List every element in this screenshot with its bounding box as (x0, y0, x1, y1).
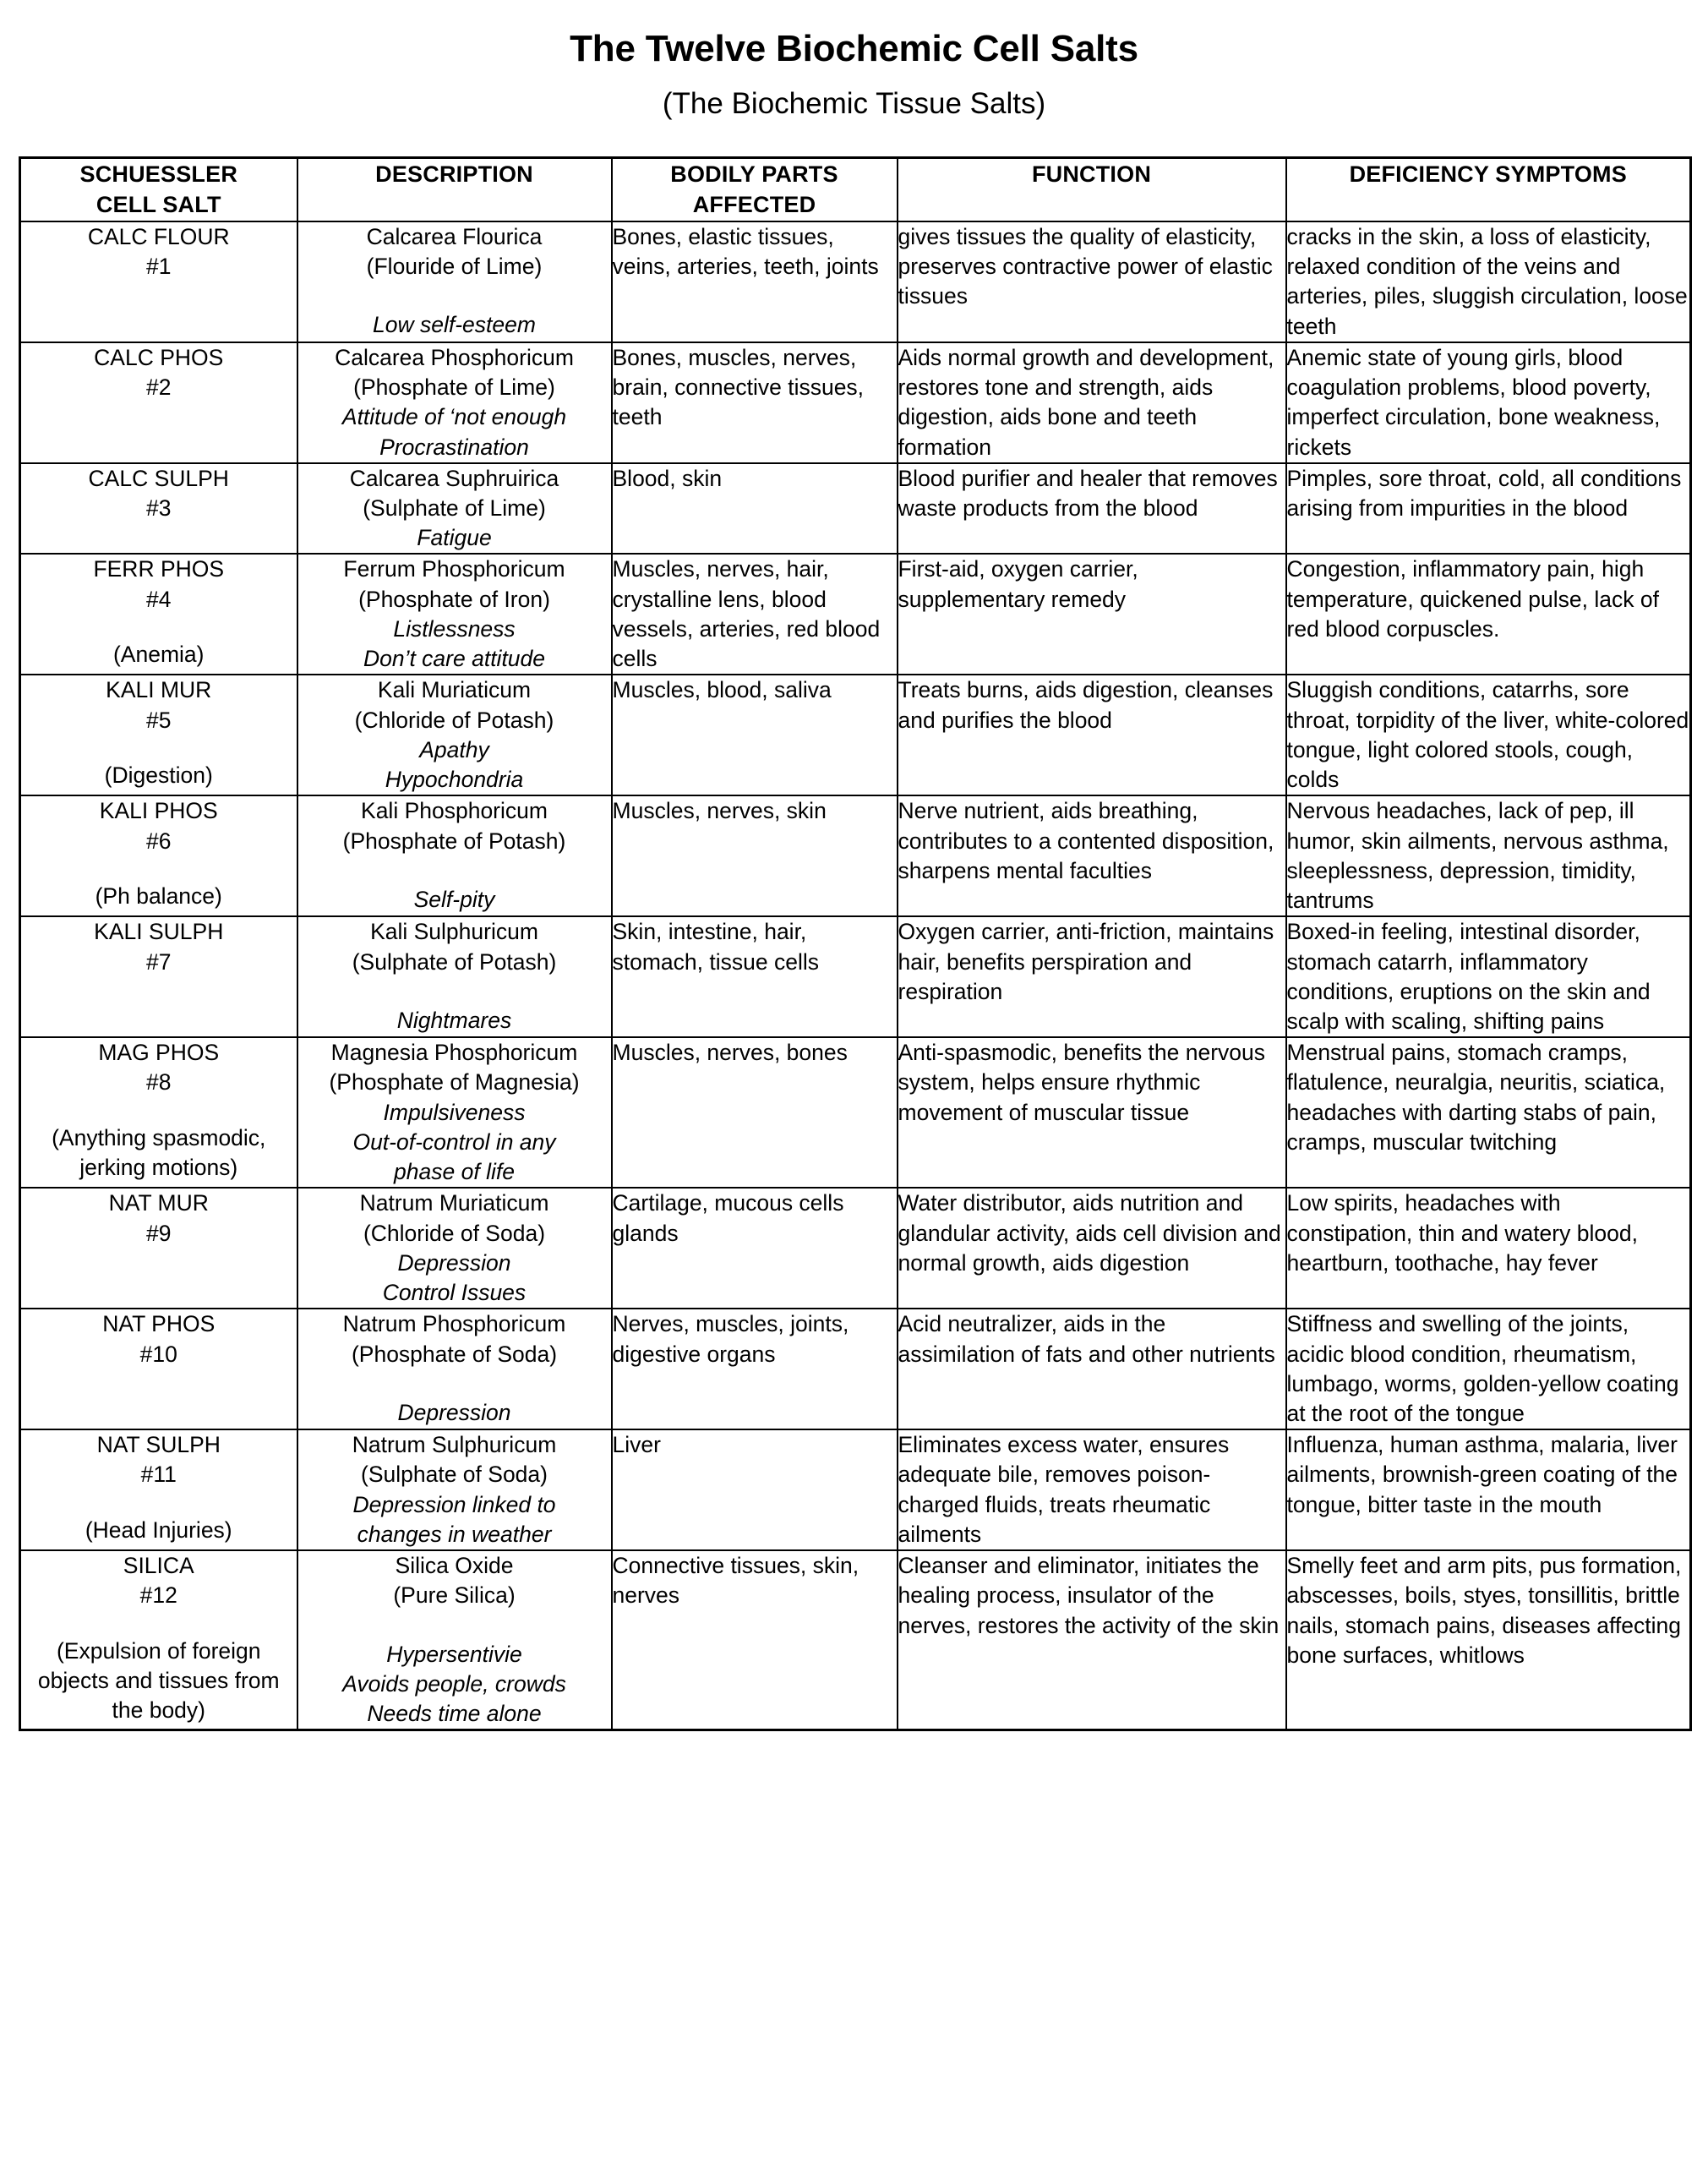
table-row (20, 554, 1691, 675)
deficiency-symptoms-cell: Influenza, human asthma, malaria, liver ailments, brownish-green coating of the tongue, bitter taste in the mouth (1286, 1429, 1691, 1550)
header-line-1: SCHUESSLER (79, 161, 238, 187)
latin-name: Natrum Sulphuricum (352, 1432, 557, 1458)
cell-salts-table (19, 156, 1692, 1731)
cell-salt-number: #11 (140, 1462, 177, 1488)
latin-name: Natrum Muriaticum (359, 1190, 549, 1216)
emotional-indication: Impulsiveness (383, 1099, 526, 1125)
description-cell (297, 221, 612, 342)
header-line-1: BODILY PARTS (670, 161, 838, 187)
deficiency-symptoms-cell: Anemic state of young girls, blood coagulation problems, blood poverty, imperfect circulation, bone weakness, rickets (1286, 342, 1691, 463)
cell-salt-number: #7 (146, 948, 172, 975)
emotional-indication: Avoids people, crowds (342, 1670, 566, 1697)
description-cell (297, 1550, 612, 1730)
common-name: (Flouride of Lime) (366, 254, 543, 280)
bodily-parts-cell: Connective tissues, skin, nerves (612, 1550, 898, 1730)
common-name: (Phosphate of Lime) (353, 374, 555, 401)
cell-salt-note: (Anything spasmodic, jerking motions) (52, 1124, 266, 1180)
latin-name: Kali Phosphoricum (361, 798, 548, 824)
cell-salt-name-cell (20, 463, 297, 555)
cell-salt-name: KALI SULPH (94, 919, 224, 945)
cell-salt-name-cell (20, 1429, 297, 1550)
common-name: (Sulphate of Lime) (363, 495, 546, 521)
description-cell (297, 463, 612, 555)
bodily-parts-cell: Liver (612, 1429, 898, 1550)
description-cell (297, 675, 612, 795)
cell-salt-name: SILICA (123, 1553, 194, 1579)
column-header-deficiency-symptoms (1286, 158, 1691, 221)
emotional-indication: changes in weather (357, 1521, 552, 1547)
cell-salt-name: FERR PHOS (93, 556, 225, 582)
cell-salt-name-cell (20, 675, 297, 795)
bodily-parts-cell: Muscles, nerves, bones (612, 1037, 898, 1188)
cell-salt-number: #8 (146, 1069, 172, 1096)
description-cell (297, 1429, 612, 1550)
cell-salt-number: #10 (139, 1341, 177, 1367)
common-name: (Chloride of Potash) (354, 707, 554, 733)
cell-salt-name-cell (20, 1550, 297, 1730)
header-line-1: DEFICIENCY SYMPTOMS (1349, 161, 1627, 187)
cell-salt-name: NAT SULPH (96, 1432, 221, 1458)
latin-name: Silica Oxide (395, 1553, 514, 1579)
function-cell: Nerve nutrient, aids breathing, contributes to a contented disposition, sharpens mental faculties (898, 795, 1286, 916)
cell-salt-name: CALC SULPH (88, 465, 229, 491)
cell-salt-name: CALC FLOUR (87, 223, 230, 249)
latin-name: Calcarea Suphruirica (349, 465, 559, 491)
emotional-indication: Hypersentivie (386, 1641, 522, 1667)
cell-salt-name-cell (20, 554, 297, 675)
cell-salt-name-cell (20, 1309, 297, 1429)
bodily-parts-cell: Cartilage, mucous cells glands (612, 1188, 898, 1309)
emotional-indication: Apathy (419, 736, 489, 762)
function-cell: Eliminates excess water, ensures adequate bile, removes poison-charged fluids, treats rheumatic ailments (898, 1429, 1286, 1550)
cell-salt-note: (Digestion) (104, 762, 213, 788)
bodily-parts-cell: Nerves, muscles, joints, digestive organs (612, 1309, 898, 1429)
function-cell: Treats burns, aids digestion, cleanses and purifies the blood (898, 675, 1286, 795)
common-name: (Sulphate of Soda) (361, 1462, 548, 1488)
cell-salt-name-cell (20, 1037, 297, 1188)
table-row (20, 1309, 1691, 1429)
latin-name: Calcarea Phosphoricum (335, 344, 574, 370)
common-name: (Phosphate of Soda) (351, 1341, 558, 1367)
bodily-parts-cell: Bones, elastic tissues, veins, arteries, teeth, joints (612, 221, 898, 342)
bodily-parts-cell: Muscles, nerves, hair, crystalline lens, blood vessels, arteries, red blood cells (612, 554, 898, 675)
cell-salt-number: #4 (146, 586, 172, 612)
cell-salt-note: (Head Injuries) (85, 1516, 232, 1543)
bodily-parts-cell: Skin, intestine, hair, stomach, tissue cells (612, 916, 898, 1037)
cell-salt-name: NAT PHOS (102, 1311, 216, 1337)
cell-salt-name: KALI PHOS (99, 798, 218, 824)
common-name: (Phosphate of Magnesia) (329, 1069, 580, 1096)
bodily-parts-cell: Muscles, blood, saliva (612, 675, 898, 795)
function-cell: Anti-spasmodic, benefits the nervous system, helps ensure rhythmic movement of muscular tissue (898, 1037, 1286, 1188)
latin-name: Natrum Phosphoricum (342, 1311, 566, 1337)
latin-name: Kali Sulphuricum (370, 919, 538, 945)
cell-salt-name-cell (20, 795, 297, 916)
emotional-indication: Out-of-control in any (352, 1128, 556, 1155)
latin-name: Magnesia Phosphoricum (330, 1040, 578, 1066)
table-row (20, 463, 1691, 555)
bodily-parts-cell: Blood, skin (612, 463, 898, 555)
description-cell (297, 554, 612, 675)
cell-salt-note: (Expulsion of foreign objects and tissues from the body) (37, 1637, 280, 1724)
cell-salt-name-cell (20, 342, 297, 463)
table-row (20, 916, 1691, 1037)
table-row (20, 221, 1691, 342)
cell-salts-table-wrapper (19, 156, 1689, 1731)
cell-salt-name: KALI MUR (106, 677, 212, 703)
cell-salt-name-cell (20, 1188, 297, 1309)
function-cell: Blood purifier and healer that removes waste products from the blood (898, 463, 1286, 555)
deficiency-symptoms-cell: Nervous headaches, lack of pep, ill humor, skin ailments, nervous asthma, sleeplessness, depression, timidity, tantrums (1286, 795, 1691, 916)
table-row (20, 1429, 1691, 1550)
emotional-indication: Procrastination (379, 434, 529, 460)
emotional-indication: Fatigue (417, 525, 492, 551)
emotional-indication: Self-pity (413, 886, 495, 912)
page-subtitle: (The Biochemic Tissue Salts) (662, 87, 1046, 121)
emotional-indication: Control Issues (382, 1280, 527, 1306)
table-row (20, 675, 1691, 795)
description-cell (297, 1037, 612, 1188)
column-header-description (297, 158, 612, 221)
cell-salt-number: #9 (146, 1220, 172, 1246)
emotional-indication: Depression linked to (352, 1491, 556, 1517)
table-row (20, 1550, 1691, 1730)
cell-salt-number: #6 (146, 828, 172, 854)
description-cell (297, 795, 612, 916)
deficiency-symptoms-cell: Smelly feet and arm pits, pus formation, abscesses, boils, styes, tonsillitis, brittle nails, stomach pains, diseases affecting bone surfaces, whitlows (1286, 1550, 1691, 1730)
table-row (20, 795, 1691, 916)
latin-name: Calcarea Flourica (366, 223, 543, 249)
common-name: (Chloride of Soda) (363, 1220, 546, 1246)
description-cell (297, 1188, 612, 1309)
table-header (20, 158, 1691, 221)
cell-salt-name: MAG PHOS (98, 1040, 220, 1066)
cell-salt-note: (Ph balance) (95, 883, 222, 909)
deficiency-symptoms-cell: Stiffness and swelling of the joints, acidic blood condition, rheumatism, lumbago, worms, golden-yellow coating at the root of the tongue (1286, 1309, 1691, 1429)
bodily-parts-cell: Bones, muscles, nerves, brain, connective tissues, teeth (612, 342, 898, 463)
header-line-1: DESCRIPTION (375, 161, 533, 187)
emotional-indication: Nightmares (396, 1007, 512, 1033)
column-header-function (898, 158, 1286, 221)
header-line-2: CELL SALT (95, 192, 221, 218)
header-row (20, 158, 1691, 221)
emotional-indication: Low self-esteem (373, 312, 536, 338)
deficiency-symptoms-cell: Pimples, sore throat, cold, all conditions arising from impurities in the blood (1286, 463, 1691, 555)
emotional-indication: Listlessness (393, 615, 516, 642)
deficiency-symptoms-cell: Boxed-in feeling, intestinal disorder, stomach catarrh, inflammatory conditions, eruptions on the skin and scalp with scaling, shifting pains (1286, 916, 1691, 1037)
function-cell: gives tissues the quality of elasticity, preserves contractive power of elastic tissues (898, 221, 1286, 342)
deficiency-symptoms-cell: Sluggish conditions, catarrhs, sore throat, torpidity of the liver, white-colored tongue, light colored stools, cough, colds (1286, 675, 1691, 795)
cell-salt-name: CALC PHOS (94, 344, 224, 370)
emotional-indication: Depression (397, 1399, 511, 1425)
function-cell: Aids normal growth and development, restores tone and strength, aids digestion, aids bone and teeth formation (898, 342, 1286, 463)
common-name: (Phosphate of Potash) (342, 828, 566, 854)
function-cell: Acid neutralizer, aids in the assimilation of fats and other nutrients (898, 1309, 1286, 1429)
function-cell: Oxygen carrier, anti-friction, maintains hair, benefits perspiration and respiration (898, 916, 1286, 1037)
description-cell (297, 916, 612, 1037)
column-header-bodily-parts (612, 158, 898, 221)
emotional-indication: Needs time alone (367, 1701, 542, 1727)
common-name: (Pure Silica) (393, 1582, 516, 1609)
table-row (20, 1037, 1691, 1188)
description-cell (297, 342, 612, 463)
deficiency-symptoms-cell: Congestion, inflammatory pain, high temperature, quickened pulse, lack of red blood corpuscles. (1286, 554, 1691, 675)
emotional-indication: phase of life (394, 1159, 515, 1185)
emotional-indication: Hypochondria (385, 767, 524, 793)
bodily-parts-cell: Muscles, nerves, skin (612, 795, 898, 916)
cell-salt-name: NAT MUR (108, 1190, 209, 1216)
table-row (20, 342, 1691, 463)
cell-salt-name-cell (20, 916, 297, 1037)
deficiency-symptoms-cell: cracks in the skin, a loss of elasticity, relaxed condition of the veins and arteries, piles, sluggish circulation, loose teeth (1286, 221, 1691, 342)
cell-salt-number: #3 (146, 495, 172, 521)
common-name: (Sulphate of Potash) (352, 948, 557, 975)
function-cell: Cleanser and eliminator, initiates the healing process, insulator of the nerves, restores the activity of the skin (898, 1550, 1286, 1730)
function-cell: First-aid, oxygen carrier, supplementary remedy (898, 554, 1286, 675)
emotional-indication: Depression (397, 1249, 511, 1276)
cell-salt-number: #5 (146, 707, 172, 733)
latin-name: Ferrum Phosphoricum (343, 556, 565, 582)
emotional-indication: Attitude of ‘not enough (341, 404, 567, 430)
header-line-1: FUNCTION (1031, 161, 1152, 187)
cell-salt-number: #12 (139, 1582, 177, 1609)
header-line-2: AFFECTED (692, 192, 816, 218)
cell-salt-number: #2 (146, 374, 172, 401)
cell-salt-name-cell (20, 221, 297, 342)
latin-name: Kali Muriaticum (377, 677, 532, 703)
function-cell: Water distributor, aids nutrition and glandular activity, aids cell division and normal growth, aids digestion (898, 1188, 1286, 1309)
emotional-indication: Don’t care attitude (363, 646, 546, 672)
cell-salt-number: #1 (146, 254, 172, 280)
deficiency-symptoms-cell: Low spirits, headaches with constipation, thin and watery blood, heartburn, toothache, hay fever (1286, 1188, 1691, 1309)
description-cell (297, 1309, 612, 1429)
page-title: The Twelve Biochemic Cell Salts (570, 28, 1138, 69)
table-body (20, 221, 1691, 1730)
common-name: (Phosphate of Iron) (358, 586, 550, 612)
table-row (20, 1188, 1691, 1309)
cell-salt-note: (Anemia) (112, 641, 205, 667)
deficiency-symptoms-cell: Menstrual pains, stomach cramps, flatulence, neuralgia, neuritis, sciatica, headaches with darting stabs of pain, cramps, muscular twitching (1286, 1037, 1691, 1188)
column-header-cell-salt (20, 158, 297, 221)
